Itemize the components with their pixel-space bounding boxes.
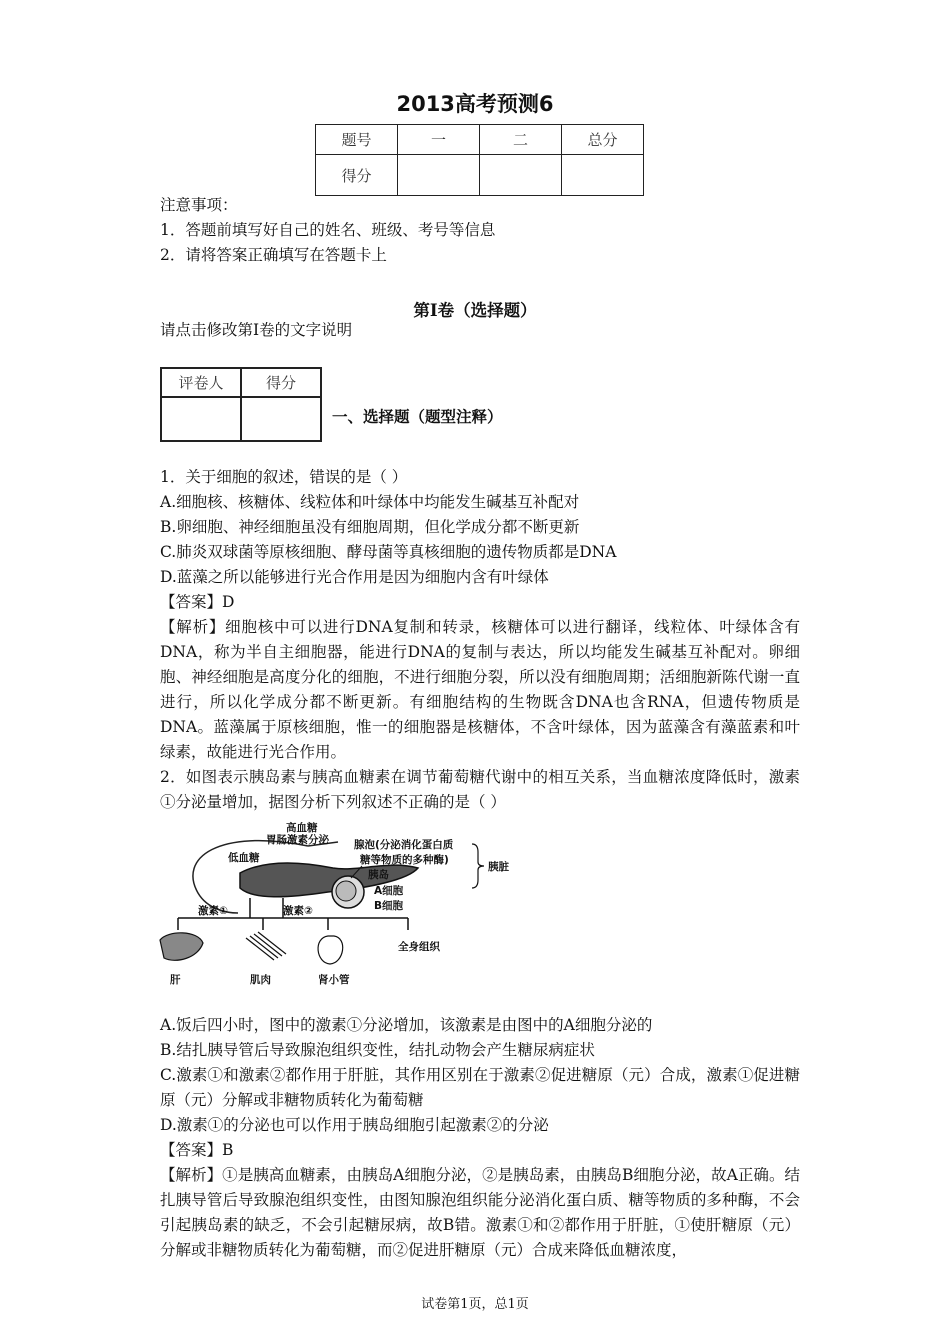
q2-option-c: C.激素①和激素②都作用于肝脏，其作用区别在于激素②促进糖原（元）合成，激素①促进糖原（元）分解或非糖物质转化为葡萄糖 <box>160 1066 800 1109</box>
grader-header-cell: 得分 <box>241 368 321 397</box>
label-a-cell: A细胞 <box>374 885 404 897</box>
score-header-cell: 二 <box>480 125 562 155</box>
q2-analysis-text: ①是胰高血糖素，由胰岛A细胞分泌，②是胰岛素，由胰岛B细胞分泌，故A正确。结扎胰导管后导致腺泡组织变性，由图知腺泡组织能分泌消化蛋白质、糖等物质的多种酶，不会引起胰岛素的缺乏，不会引起糖尿病，故B错。激素①和②都作用于肝脏，①使肝糖原（元）分解或非糖物质转化为葡萄糖，而②促进肝糖原（元）合成来降低血糖浓度， <box>160 1166 800 1259</box>
grader-header-cell: 评卷人 <box>161 368 241 397</box>
label-pancreas: 胰脏 <box>488 861 509 873</box>
label-low-sugar: 低血糖 <box>228 852 260 864</box>
q1-analysis-text: 细胞核中可以进行DNA复制和转录，核糖体可以进行翻译，线粒体、叶绿体含有DNA，称为半自主细胞器，能进行DNA的复制与表达，所以均能发生碱基互补配对。卵细胞、神经细胞是高度分化的细胞，不进行细胞分裂，所以没有细胞周期；活细胞新陈代谢一直进行，所以化学成分都不断更新。有细胞结构的生物既含DNA也含RNA，但遗传物质是DNA。蓝藻属于原核细胞，惟一的细胞器是核糖体，不含叶绿体，因为蓝藻含有藻蓝素和叶绿素，故能进行光合作用。 <box>160 618 800 761</box>
label-body-tissue: 全身组织 <box>398 941 440 953</box>
label-hormone-1: 激素① <box>198 905 228 917</box>
section-title: 第I卷（选择题） <box>413 301 537 320</box>
score-row-label: 得分 <box>316 155 398 196</box>
pancreas-hormone-diagram <box>158 818 538 993</box>
q1-answer: 【答案】D <box>160 593 235 611</box>
liver-shape <box>160 933 203 960</box>
q1-option-d: D.蓝藻之所以能够进行光合作用是因为细胞内含有叶绿体 <box>160 568 549 586</box>
q1-analysis-label: 【解析】 <box>160 618 226 636</box>
notice-item: 1．答题前填写好自己的姓名、班级、考号等信息 <box>160 221 496 239</box>
label-high-sugar: 高血糖 <box>286 822 318 834</box>
muscle-shape <box>246 932 286 960</box>
q2-analysis <box>160 1163 800 1263</box>
page-title: 2013高考预测6 <box>396 92 554 116</box>
label-muscle: 肌肉 <box>250 974 271 986</box>
section-note[interactable]: 请点击修改第I卷的文字说明 <box>160 321 353 339</box>
q1-stem: 1．关于细胞的叙述，错误的是（ ） <box>160 468 408 486</box>
q2-option-b: B.结扎胰导管后导致腺泡组织变性，结扎动物会产生糖尿病症状 <box>160 1041 595 1059</box>
kidney-shape <box>318 936 343 964</box>
grader-table <box>160 367 322 442</box>
label-acinus: 腺泡(分泌消化蛋白质 <box>354 839 454 851</box>
q2-option-d: D.激素①的分泌也可以作用于胰岛细胞引起激素②的分泌 <box>160 1116 549 1134</box>
label-kidney: 肾小管 <box>318 974 350 986</box>
q1-option-c: C.肺炎双球菌等原核细胞、酵母菌等真核细胞的遗传物质都是DNA <box>160 543 617 561</box>
label-b-cell: B细胞 <box>374 900 404 912</box>
label-hormone-2: 激素② <box>283 905 313 917</box>
grader-cell[interactable] <box>161 397 241 441</box>
q1-analysis <box>160 615 800 765</box>
q1-option-a: A.细胞核、核糖体、线粒体和叶绿体中均能发生碱基互补配对 <box>160 493 580 511</box>
score-table <box>315 124 644 196</box>
q2-analysis-label: 【解析】 <box>160 1166 223 1184</box>
grader-cell[interactable] <box>241 397 321 441</box>
label-acinus-2: 糖等物质的多种酶) <box>360 854 449 866</box>
question-type-heading: 一、选择题（题型注释） <box>332 407 503 426</box>
q2-option-a: A.饭后四小时，图中的激素①分泌增加，该激素是由图中的A细胞分泌的 <box>160 1016 653 1034</box>
score-cell[interactable] <box>562 155 644 196</box>
score-cell[interactable] <box>398 155 480 196</box>
label-islet: 胰岛 <box>368 869 389 881</box>
q2-answer: 【答案】B <box>160 1141 234 1159</box>
notice-item: 2．请将答案正确填写在答题卡上 <box>160 246 387 264</box>
score-header-cell: 一 <box>398 125 480 155</box>
page-footer: 试卷第1页，总1页 <box>421 1297 529 1312</box>
score-header-cell: 总分 <box>562 125 644 155</box>
notice-heading: 注意事项： <box>160 196 238 214</box>
label-gut-hormone: 胃肠激素分泌 <box>266 834 329 846</box>
label-liver: 肝 <box>170 974 181 986</box>
score-cell[interactable] <box>480 155 562 196</box>
q2-stem: 2．如图表示胰岛素与胰高血糖素在调节葡萄糖代谢中的相互关系，当血糖浓度降低时，激素①分泌量增加，据图分析下列叙述不正确的是（ ） <box>160 768 800 811</box>
score-header-cell: 题号 <box>316 125 398 155</box>
q1-option-b: B.卵细胞、神经细胞虽没有细胞周期，但化学成分都不断更新 <box>160 518 580 536</box>
